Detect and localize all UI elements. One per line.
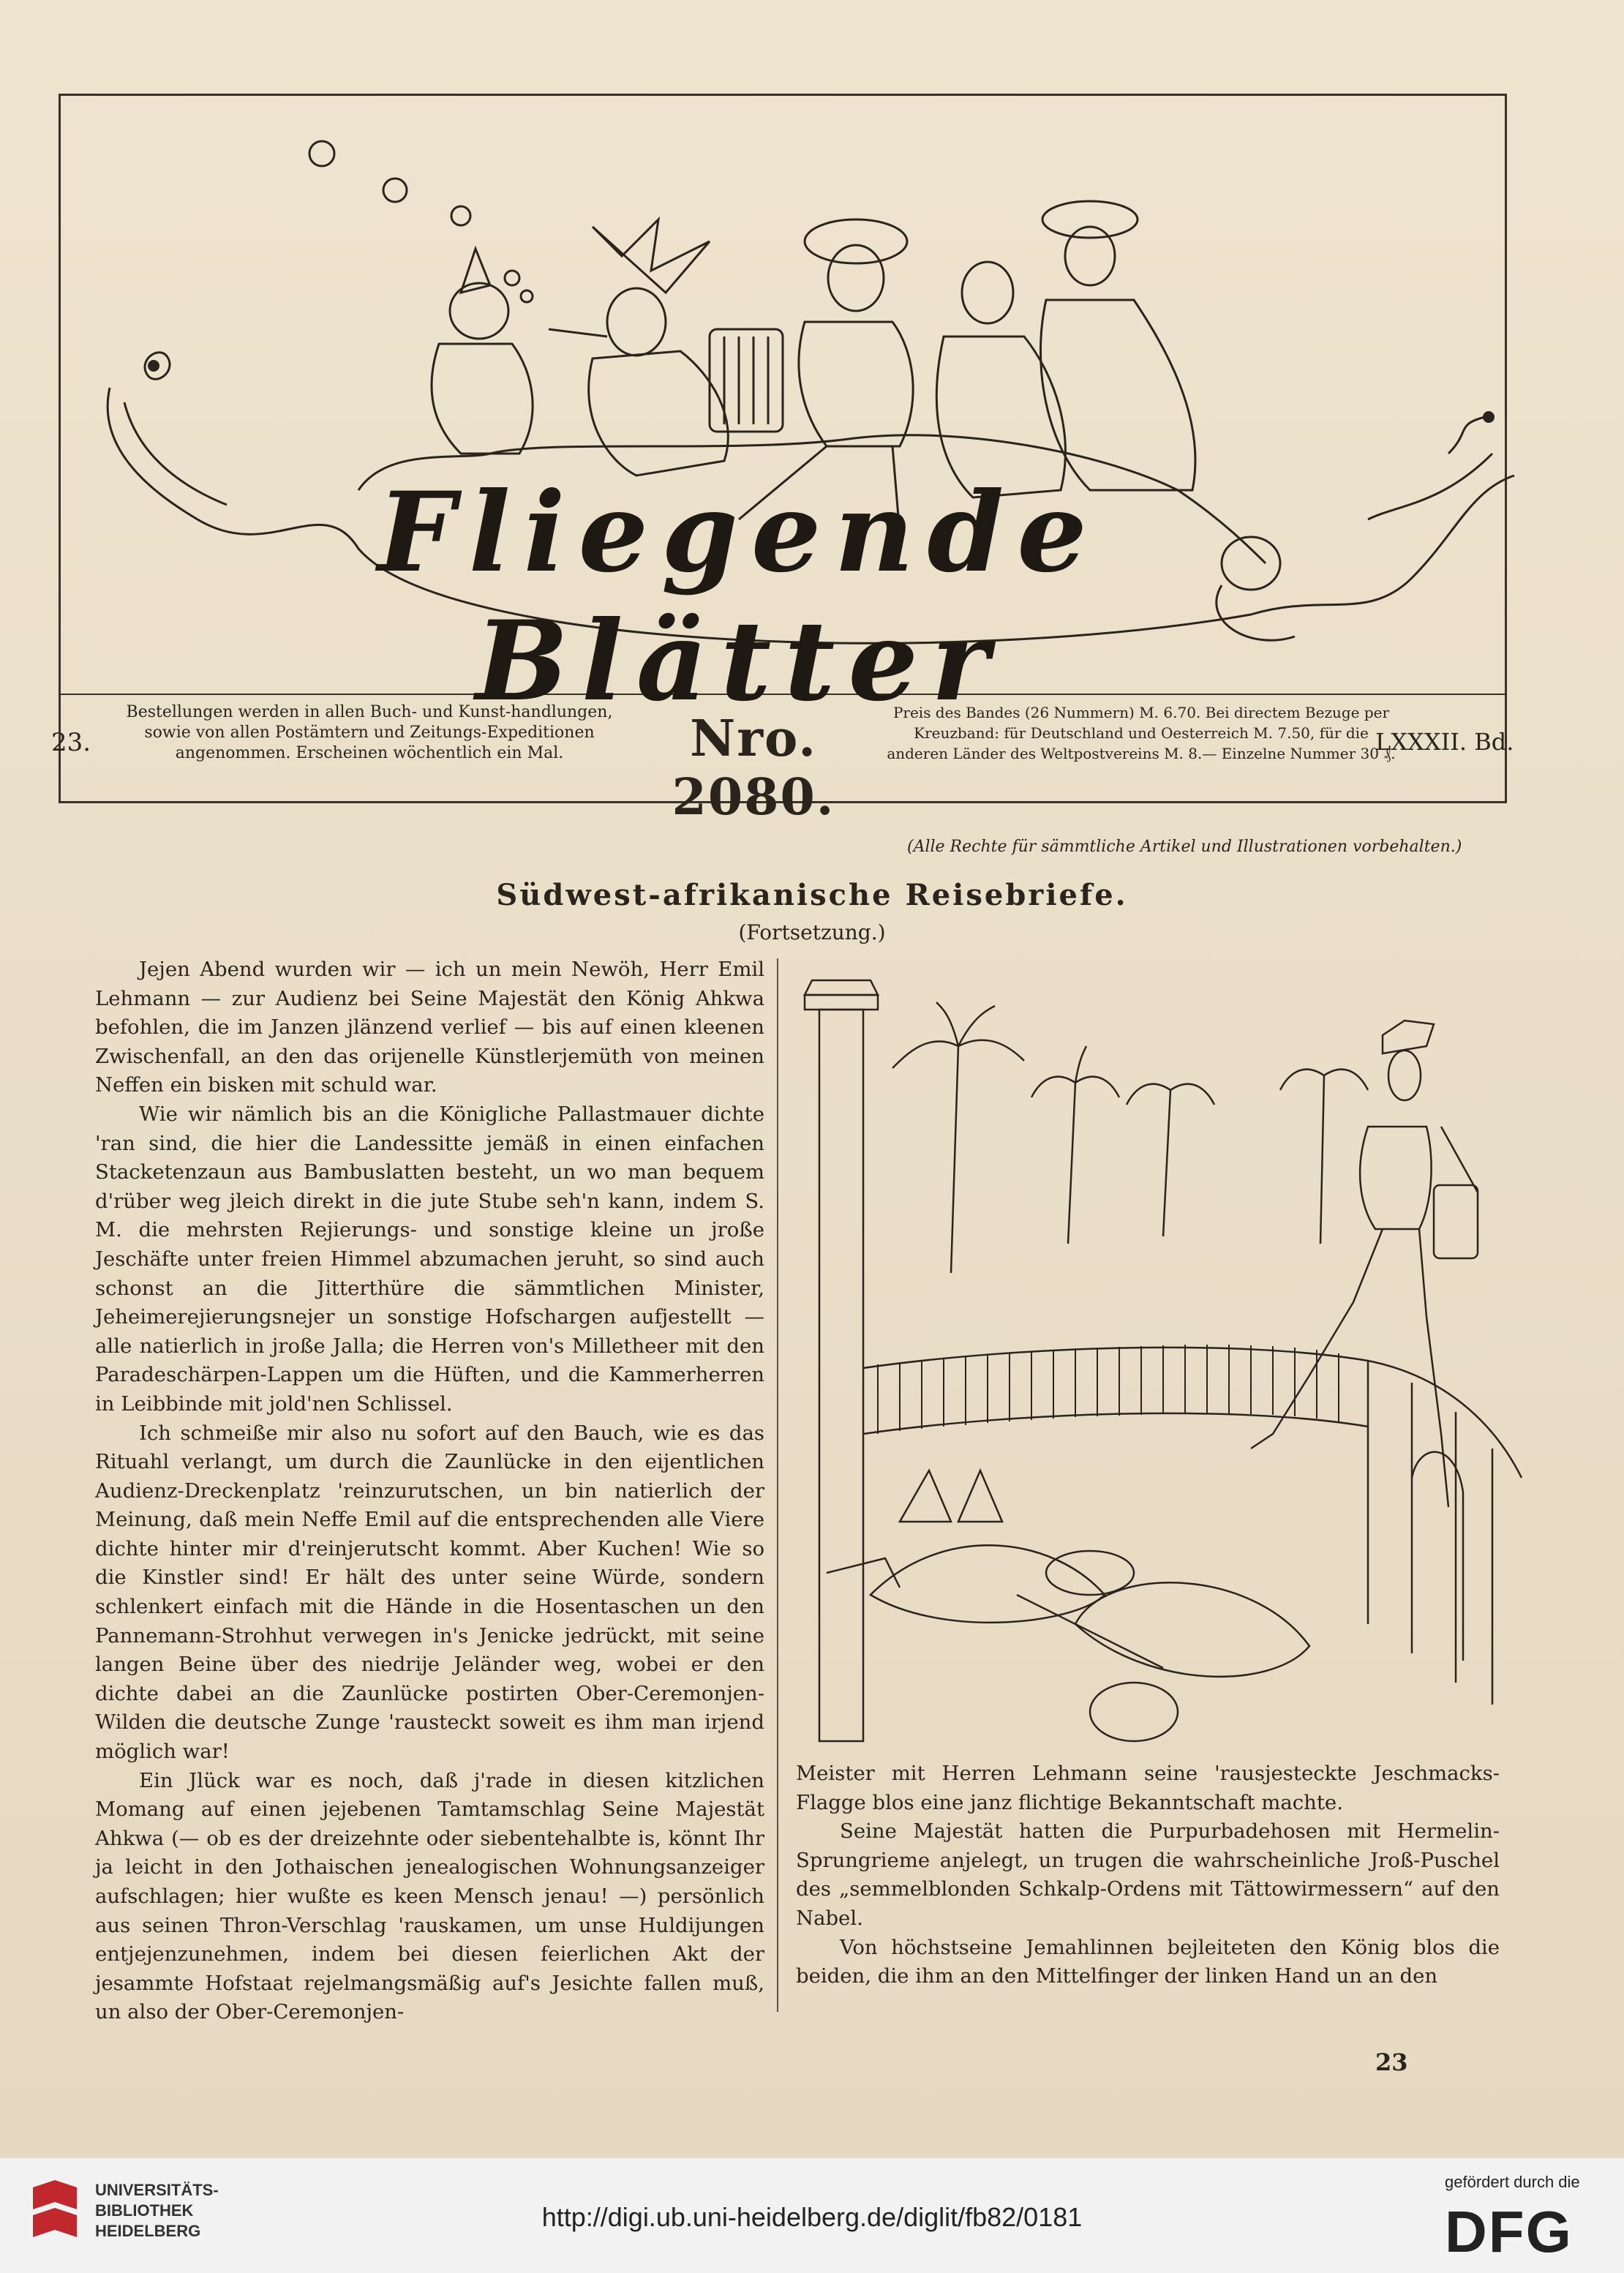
issue-sequence-number: 23. bbox=[51, 728, 91, 757]
frame-top-rule bbox=[59, 94, 1507, 96]
paragraph: Von höchstseine Jemahlinnen bejleiteten den König blos die beiden, die ihm an den Mittelfinger der linken Hand un an den bbox=[796, 1935, 1500, 1988]
paragraph: Jejen Abend wurden wir — ich un mein Newöh, Herr Emil Lehmann — zur Audienz bei Seine Majestät den König Ahkwa befohlen, die im Janzen jlänzend verlief — bis auf einen kleenen Zwischenfall, an den das orijenelle Künstlerjemüth von meinen Neffen ein bisken mit schuld war. bbox=[95, 958, 764, 1097]
paragraph: Ein Jlück war es noch, daß j'rade in diesen kitzlichen Momang auf einen jejebenen Tamtamschlag Seine Majestät Ahkwa (— ob es der dreizehnte oder siebentehalbte is, könnt Ihr ja leicht in den Jothaischen jenealogischen Wohnungsanzeiger aufschlagen; hier wußte es keen Mensch jenau! —) persönlich aus seinen Thron-Verschlag 'rauskamen, um unse Huldijungen entjejenzunehmen, indem bei diesen feierlichen Akt der jesammte Hofstaat rejelmangsmäßig auf's Jesichte fallen muß, un also der Ober-Ceremonjen- bbox=[95, 1768, 764, 2024]
dfg-logo: DFG bbox=[1445, 2199, 1573, 2264]
rights-note: (Alle Rechte für sämmtliche Artikel und Illustrationen vorbehalten.) bbox=[907, 838, 1462, 856]
institution-line: HEIDELBERG bbox=[95, 2222, 201, 2240]
left-column bbox=[95, 955, 764, 2024]
digital-copy-url[interactable]: http://digi.ub.uni-heidelberg.de/diglit/fb82/0181 bbox=[541, 2202, 1083, 2232]
paragraph: Meister mit Herren Lehmann seine 'rausjesteckte Jeschmacks-Flagge blos eine janz flichtige Bekanntschaft machte. bbox=[796, 1762, 1500, 1814]
article-illustration bbox=[797, 966, 1529, 1756]
illustration-drawing bbox=[797, 966, 1529, 1756]
masthead-title: Fliegende Blätter bbox=[377, 468, 1100, 726]
issue-info-row bbox=[44, 695, 1522, 827]
volume-label: LXXXII. Bd. bbox=[1375, 728, 1514, 756]
paragraph: Ich schmeiße mir also nu sofort auf den Bauch, wie es das Rituahl verlangt, um durch die Zaunlücke in den eijentlichen Audienz-Dreckenplatz 'reinzurutschen, un bin natierlich der Meinung, daß mein Neffe Emil auf die entsprechenden alle Viere dichte hinter mir d'reinjerutscht kommt. Aber Kuchen! Wie so die Kinstler sind! Er hält des unter seine Würde, sondern schlenkert einfach mit die Hände in die Hosentaschen un den Pannemann-Strohhut verwegen in's Jenicke jedrückt, mit seine langen Beine über des niedrije Jeländer weg, wobei er den dichte dabei an die Zaunlücke postirten Ober-Ceremonjen-Wilden die deutsche Zunge 'rausteckt soweit es ihm man irjend möglich war! bbox=[95, 1421, 764, 1764]
article-title: Südwest-afrikanische Reisebriefe. bbox=[496, 878, 1128, 912]
institution-line: UNIVERSITÄTS- bbox=[95, 2181, 219, 2199]
page-number: 23 bbox=[1375, 2048, 1408, 2076]
paragraph: Seine Majestät hatten die Purpurbadehosen mit Hermelin-Sprungrieme anjelegt, un trugen die wahrscheinliche Jroß-Puschel des „semmelblonden Schkalp-Ordens mit Tättowirmessern“ auf den Nabel. bbox=[796, 1819, 1500, 1930]
funded-by-label: gefördert durch die bbox=[1445, 2173, 1580, 2191]
article-continuation: (Fortsetzung.) bbox=[738, 920, 886, 944]
column-divider bbox=[777, 958, 778, 2012]
issue-number: Nro. 2080. bbox=[672, 710, 835, 827]
institution-line: BIBLIOTHEK bbox=[95, 2201, 194, 2220]
order-note: Bestellungen werden in allen Buch- und Kunst-handlungen, sowie von allen Postämtern und Zeitungs-Expeditionen angenommen. Erscheinen wöchentlich ein Mal. bbox=[126, 703, 613, 762]
paragraph: Wie wir nämlich bis an die Königliche Pallastmauer dichte 'ran sind, die hier die Landessitte jemäß in einen einfachen Stacketenzaun aus Bambuslatten besteht, un wo man bequem d'rüber weg jleich direkt in die jute Stube seh'n kann, indem S. M. die mehrsten Rejierungs- und sonstige kleine un jroße Jeschäfte unter freien Himmel abzumachen jeruht, so sind auch schonst an die Jitterthüre die sämmtlichen Minister, Jeheimerejierungsnejer un sonstige Hofschargen aufjestellt — alle natierlich in jroße Jalla; die Herren von's Milletheer mit den Paradeschärpen-Lappen um die Hüften, und die Kammerherren in Leibbinde mit jold'nen Schlissel. bbox=[95, 1102, 764, 1416]
right-column bbox=[796, 1759, 1500, 2015]
price-note: Preis des Bandes (26 Nummern) M. 6.70. Bei directem Bezuge per Kreuzband: für Deutschland und Oesterreich M. 7.50, für die anderen Länder des Weltpostvereins M. 8.— Einzelne Nummer 30 ₰. bbox=[887, 704, 1396, 762]
digitization-footer bbox=[0, 2158, 1624, 2273]
